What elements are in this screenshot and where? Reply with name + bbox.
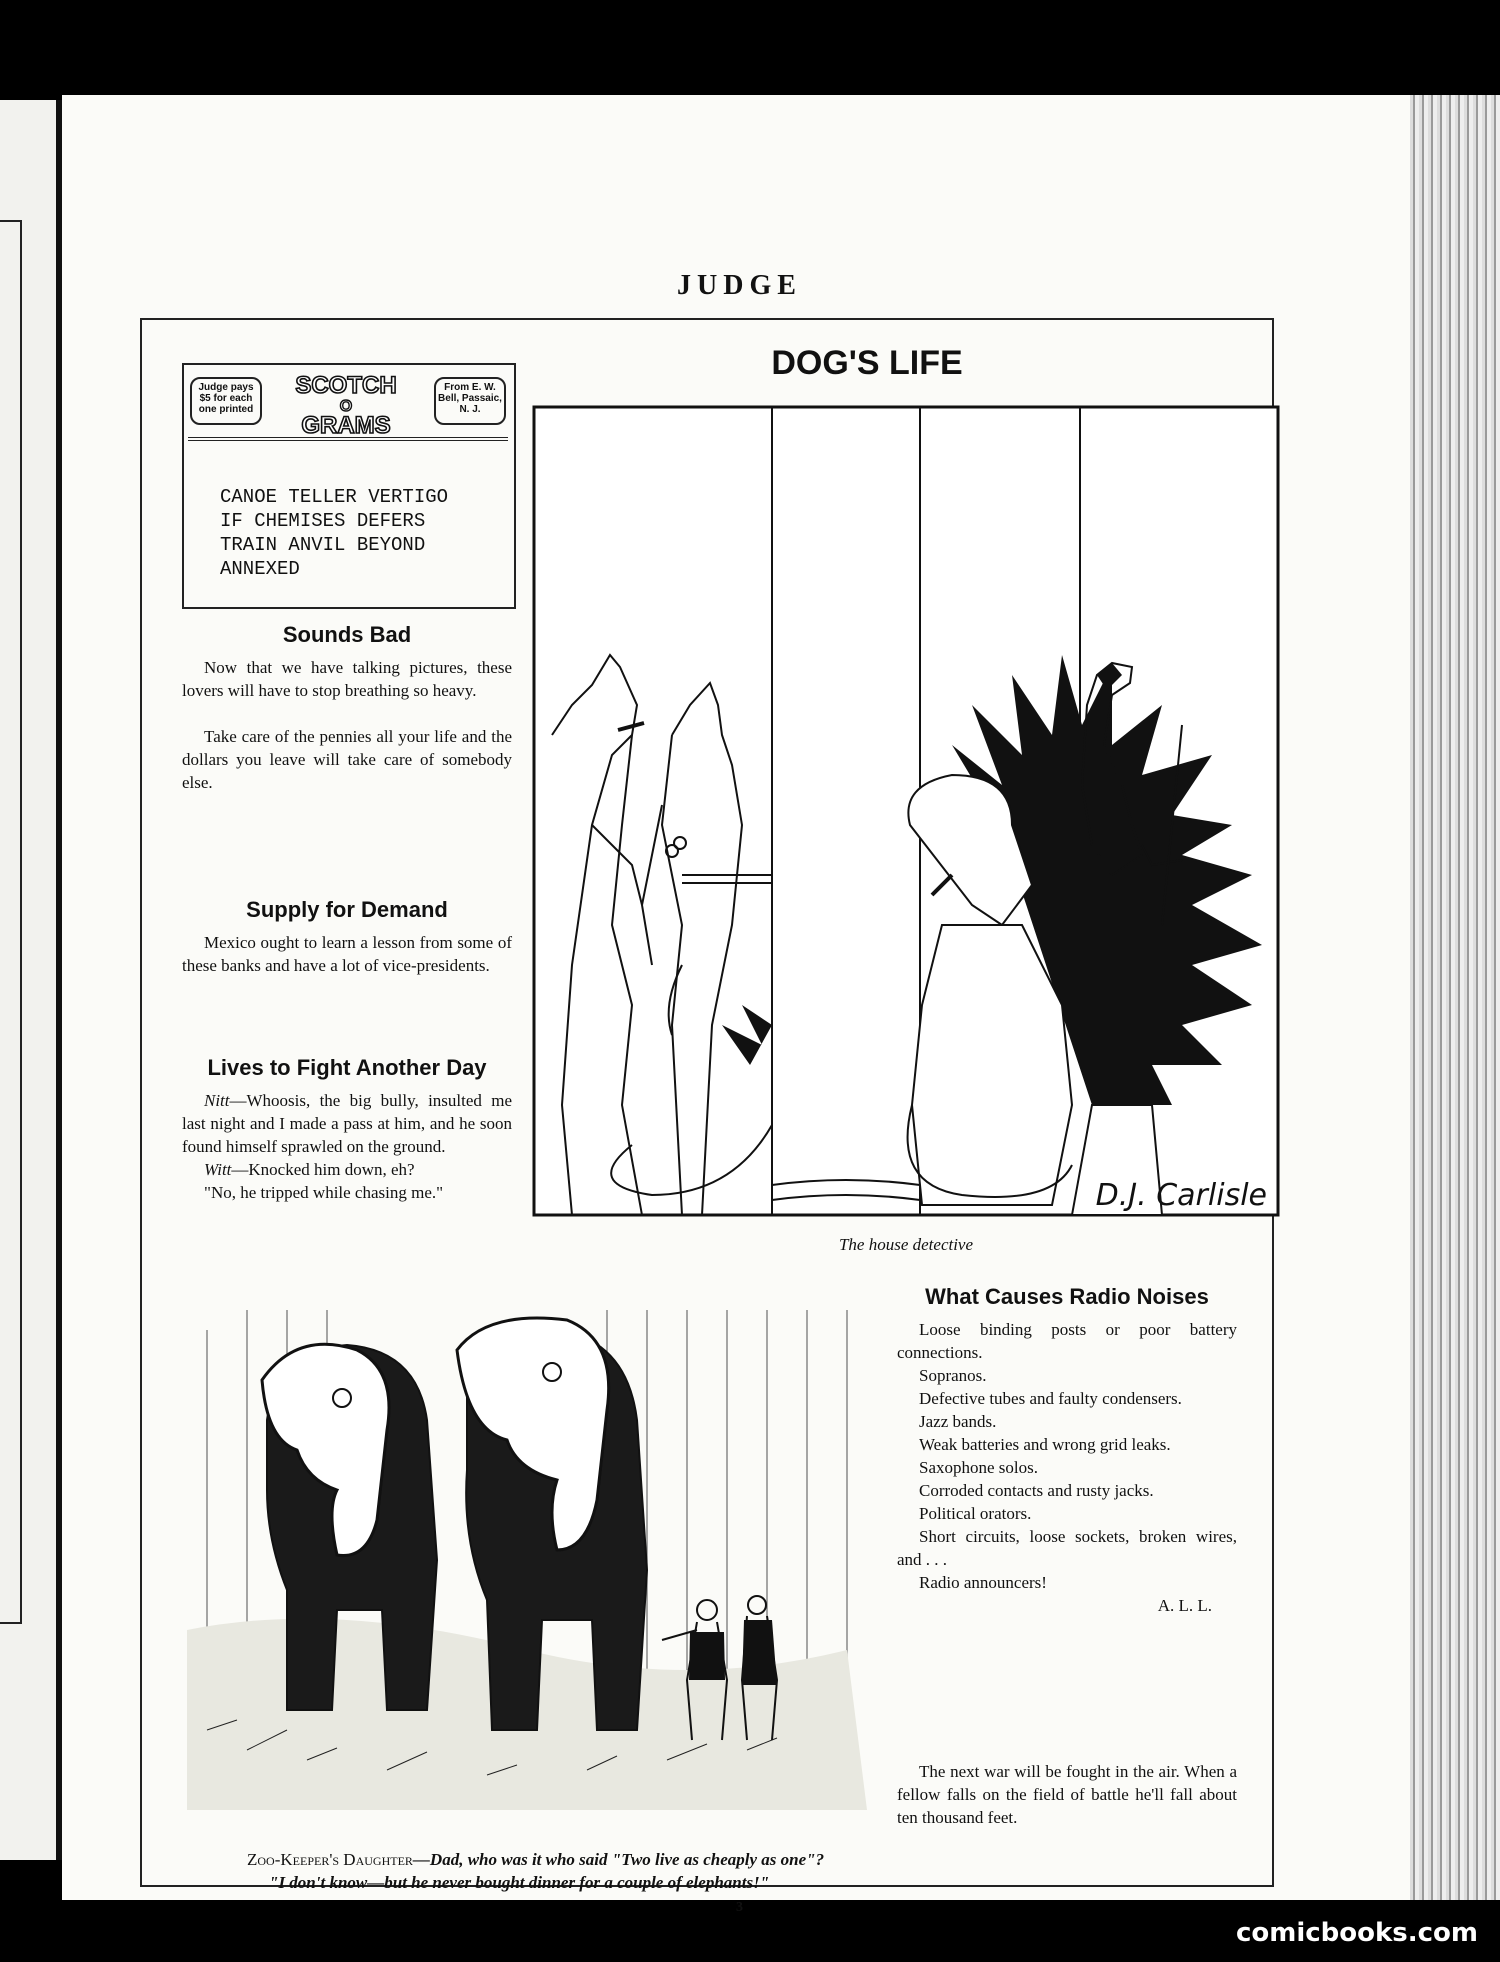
witt-text: —Knocked him down, eh?: [231, 1160, 415, 1179]
daughter-line: —Dad, who was it who said "Two live as cheaply as one"?: [412, 1850, 825, 1869]
svg-text:D.J. Carlisle: D.J. Carlisle: [1095, 1178, 1267, 1213]
payment-note: Judge pays $5 for each one printed: [190, 377, 262, 425]
sounds-bad-title: Sounds Bad: [282, 622, 412, 647]
facing-page-edge: [0, 100, 62, 1860]
nitt-text: —Whoosis, the big bully, insulted me last night and I made a pass at him, and he soon found himself sprawled on the ground.: [182, 1091, 512, 1156]
sounds-bad-paragraph-1: Now that we have talking pictures, these lovers will have to stop breathing so heavy.: [182, 658, 512, 700]
magazine-header: JUDGE: [677, 270, 802, 301]
contributor-note: From E. W. Bell, Passaic, N. J.: [434, 377, 506, 425]
radio-item: Weak batteries and wrong grid leaks.: [919, 1435, 1171, 1454]
speaker-nitt: Nitt: [204, 1091, 230, 1110]
scotch-o-grams-box: [182, 363, 516, 609]
facing-page-frame: [0, 220, 22, 1624]
radio-item: Radio announcers!: [919, 1573, 1047, 1592]
zoo-keeper-speaker: Zoo-Keeper's Daughter: [247, 1850, 413, 1869]
radio-title: What Causes Radio Noises: [925, 1284, 1209, 1309]
sounds-bad-paragraph-2: Take care of the pennies all your life and the dollars you leave will take care of somebody else.: [182, 727, 512, 792]
scotch-o-grams-text: CANOE TELLER VERTIGO IF CHEMISES DEFERS TRAIN ANVIL BEYOND ANNEXED: [220, 486, 449, 580]
elephants-line-2: [247, 1871, 857, 1894]
lives-line-3: "No, he tripped while chasing me.": [204, 1183, 444, 1202]
war-paragraph: The next war will be fought in the air. When a fellow falls on the field of battle he'll fall about ten thousand feet.: [897, 1762, 1237, 1827]
svg-text:O: O: [339, 398, 353, 415]
radio-item: Corroded contacts and rusty jacks.: [919, 1481, 1154, 1500]
site-watermark: comicbooks.com: [1235, 1918, 1478, 1948]
radio-item: Political orators.: [919, 1504, 1032, 1523]
radio-item: Sopranos.: [919, 1366, 987, 1385]
radio-item: Jazz bands.: [919, 1412, 997, 1431]
dogs-life-caption: The house detective: [838, 1235, 974, 1254]
dogs-life-cartoon: [532, 405, 1280, 1217]
radio-item: Short circuits, loose sockets, broken wires, and . . .: [897, 1527, 1237, 1569]
lives-section: [182, 1056, 512, 1204]
lives-line-1: [182, 1089, 512, 1158]
dogs-life-title: DOG'S LIFE: [771, 344, 963, 382]
supply-section: [182, 898, 512, 977]
content-frame: [140, 318, 1274, 1892]
radio-section: [897, 1285, 1237, 1617]
keeper-reply: "I don't know—but he never bought dinner for a couple of elephants!": [269, 1873, 770, 1892]
lives-title: Lives to Fight Another Day: [207, 1055, 487, 1080]
supply-paragraph: Mexico ought to learn a lesson from some of these banks and have a lot of vice-presidents.: [182, 933, 512, 975]
radio-author: A. L. L.: [1157, 1596, 1212, 1615]
magazine-page: [62, 95, 1417, 1915]
svg-text:GRAMS: GRAMS: [301, 412, 391, 437]
radio-item: Defective tubes and faulty condensers.: [919, 1389, 1182, 1408]
elephants-cartoon: [187, 1310, 867, 1830]
radio-list: [897, 1318, 1237, 1594]
radio-item: Loose binding posts or poor battery connections.: [897, 1320, 1237, 1362]
scotch-o-grams-header: [188, 371, 508, 441]
supply-title: Supply for Demand: [246, 897, 448, 922]
lives-line-2: [182, 1158, 512, 1181]
sounds-bad-section: [182, 623, 512, 794]
war-section: [897, 1760, 1237, 1829]
svg-text:SCOTCH: SCOTCH: [295, 372, 397, 399]
elephants-line-1: [247, 1848, 857, 1871]
page-stack-edges: [1410, 95, 1500, 1900]
speaker-witt: Witt: [204, 1160, 232, 1179]
elephants-caption: [247, 1848, 857, 1894]
page-number: 3: [736, 1900, 743, 1915]
radio-item: Saxophone solos.: [919, 1458, 1038, 1477]
scotch-o-grams-logo: [270, 371, 422, 437]
